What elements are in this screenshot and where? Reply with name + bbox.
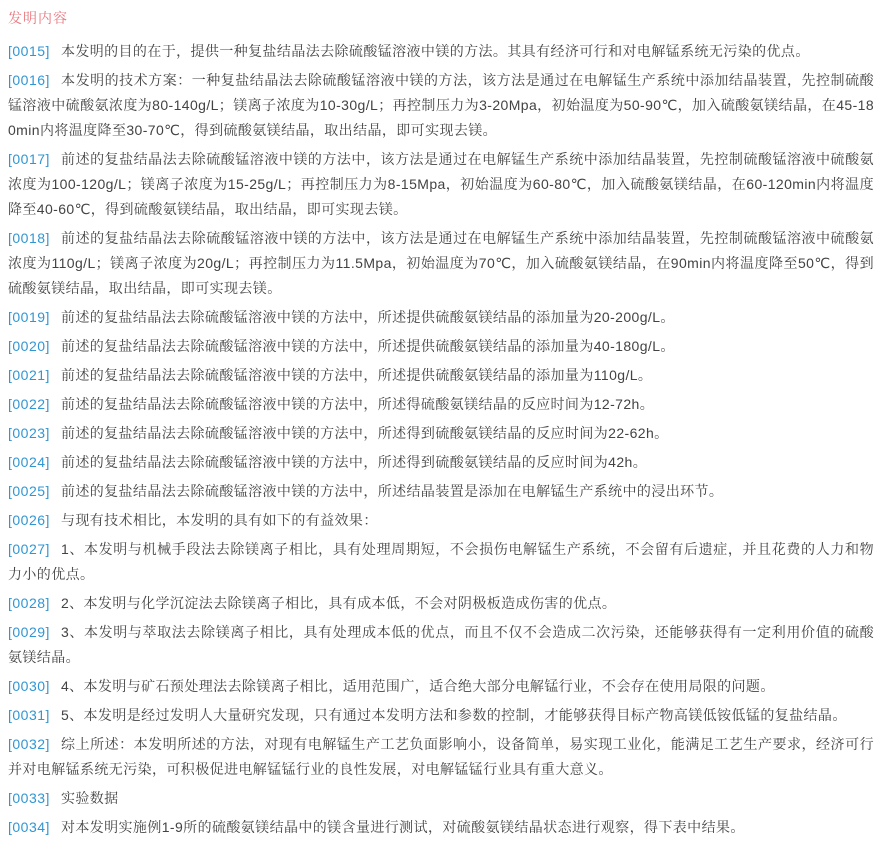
paragraph-text: 前述的复盐结晶法去除硫酸锰溶液中镁的方法中，所述提供硫酸氨镁结晶的添加量为20-200g/L。 (60, 309, 675, 325)
paragraph-list (8, 39, 874, 840)
paragraph-number: [0034] (8, 819, 50, 835)
paragraph-text: 1、本发明与机械手段法去除镁离子相比，具有处理周期短，不会损伤电解锰生产系统，不会留有后遗症，并且花费的人力和物力小的优点。 (8, 541, 874, 582)
patent-paragraph (8, 591, 874, 616)
patent-paragraph (8, 508, 874, 533)
paragraph-number: [0015] (8, 43, 50, 59)
patent-paragraph (8, 620, 874, 670)
paragraph-text: 前述的复盐结晶法去除硫酸锰溶液中镁的方法中，该方法是通过在电解锰生产系统中添加结晶装置，先控制硫酸锰溶液中硫酸氨浓度为100-120g/L；镁离子浓度为15-25g/L；再控制压力为8-15Mpa，初始温度为60-80℃，加入硫酸氨镁结晶，在60-120min内将温度降至40-60℃，得到硫酸氨镁结晶，取出结晶，即可实现去镁。 (8, 151, 874, 217)
patent-paragraph (8, 537, 874, 587)
patent-paragraph (8, 226, 874, 301)
paragraph-number: [0023] (8, 425, 50, 441)
paragraph-text: 实验数据 (60, 790, 119, 806)
paragraph-number: [0022] (8, 396, 50, 412)
paragraph-text: 前述的复盐结晶法去除硫酸锰溶液中镁的方法中，所述得到硫酸氨镁结晶的反应时间为22-62h。 (60, 425, 669, 441)
paragraph-text: 前述的复盐结晶法去除硫酸锰溶液中镁的方法中，所述得硫酸氨镁结晶的反应时间为12-72h。 (60, 396, 655, 412)
paragraph-number: [0021] (8, 367, 50, 383)
paragraph-number: [0033] (8, 790, 50, 806)
section-title: 发明内容 (8, 10, 68, 26)
patent-paragraph (8, 39, 874, 64)
patent-paragraph (8, 732, 874, 782)
patent-paragraph (8, 815, 874, 840)
patent-paragraph (8, 68, 874, 143)
paragraph-text: 4、本发明与矿石预处理法去除镁离子相比，适用范围广，适合绝大部分电解锰行业，不会存在使用局限的问题。 (60, 678, 775, 694)
patent-paragraph (8, 363, 874, 388)
paragraph-number: [0026] (8, 512, 50, 528)
paragraph-number: [0020] (8, 338, 50, 354)
paragraph-number: [0018] (8, 230, 50, 246)
patent-paragraph (8, 450, 874, 475)
paragraph-text: 前述的复盐结晶法去除硫酸锰溶液中镁的方法中，该方法是通过在电解锰生产系统中添加结晶装置，先控制硫酸锰溶液中硫酸氨浓度为110g/L；镁离子浓度为20g/L；再控制压力为11.5Mpa，初始温度为70℃，加入硫酸氨镁结晶，在90min内将温度降至50℃，得到硫酸氨镁结晶，取出结晶，即可实现去镁。 (8, 230, 874, 296)
patent-paragraph (8, 421, 874, 446)
patent-paragraph (8, 334, 874, 359)
patent-paragraph (8, 479, 874, 504)
paragraph-text: 前述的复盐结晶法去除硫酸锰溶液中镁的方法中，所述得到硫酸氨镁结晶的反应时间为42h。 (60, 454, 648, 470)
paragraph-text: 综上所述：本发明所述的方法，对现有电解锰生产工艺负面影响小，设备简单，易实现工业化，能满足工艺生产要求，经济可行并对电解锰系统无污染，可积极促进电解锰锰行业的良性发展，对电解锰锰行业具有重大意义。 (8, 736, 874, 777)
paragraph-number: [0032] (8, 736, 50, 752)
paragraph-text: 前述的复盐结晶法去除硫酸锰溶液中镁的方法中，所述提供硫酸氨镁结晶的添加量为110g/L。 (60, 367, 653, 383)
paragraph-text: 3、本发明与萃取法去除镁离子相比，具有处理成本低的优点，而且不仅不会造成二次污染，还能够获得有一定利用价值的硫酸氨镁结晶。 (8, 624, 874, 665)
paragraph-number: [0025] (8, 483, 50, 499)
patent-paragraph (8, 305, 874, 330)
paragraph-number: [0031] (8, 707, 50, 723)
paragraph-number: [0030] (8, 678, 50, 694)
paragraph-text: 本发明的目的在于，提供一种复盐结晶法去除硫酸锰溶液中镁的方法。其具有经济可行和对电解锰系统无污染的优点。 (60, 43, 810, 59)
patent-paragraph (8, 392, 874, 417)
paragraph-text: 前述的复盐结晶法去除硫酸锰溶液中镁的方法中，所述提供硫酸氨镁结晶的添加量为40-180g/L。 (60, 338, 675, 354)
paragraph-text: 2、本发明与化学沉淀法去除镁离子相比，具有成本低，不会对阴极板造成伤害的优点。 (60, 595, 617, 611)
paragraph-number: [0019] (8, 309, 50, 325)
patent-paragraph (8, 703, 874, 728)
paragraph-number: [0028] (8, 595, 50, 611)
patent-paragraph (8, 786, 874, 811)
paragraph-number: [0029] (8, 624, 50, 640)
paragraph-number: [0027] (8, 541, 50, 557)
patent-paragraph (8, 674, 874, 699)
paragraph-text: 前述的复盐结晶法去除硫酸锰溶液中镁的方法中，所述结晶装置是添加在电解锰生产系统中的浸出环节。 (60, 483, 724, 499)
paragraph-number: [0024] (8, 454, 50, 470)
paragraph-number: [0017] (8, 151, 50, 167)
paragraph-text: 5、本发明是经过发明人大量研究发现，只有通过本发明方法和参数的控制，才能够获得目标产物高镁低铵低锰的复盐结晶。 (60, 707, 847, 723)
patent-paragraph (8, 147, 874, 222)
paragraph-number: [0016] (8, 72, 50, 88)
paragraph-text: 本发明的技术方案：一种复盐结晶法去除硫酸锰溶液中镁的方法，该方法是通过在电解锰生产系统中添加结晶装置，先控制硫酸锰溶液中硫酸氨浓度为80-140g/L；镁离子浓度为10-30g/L；再控制压力为3-20Mpa，初始温度为50-90℃，加入硫酸氨镁结晶，在45-180min内将温度降至30-70℃，得到硫酸氨镁结晶，取出结晶，即可实现去镁。 (8, 72, 874, 138)
paragraph-text: 与现有技术相比，本发明的具有如下的有益效果： (60, 512, 378, 528)
paragraph-text: 对本发明实施例1-9所的硫酸氨镁结晶中的镁含量进行测试，对硫酸氨镁结晶状态进行观察，得下表中结果。 (60, 819, 745, 835)
